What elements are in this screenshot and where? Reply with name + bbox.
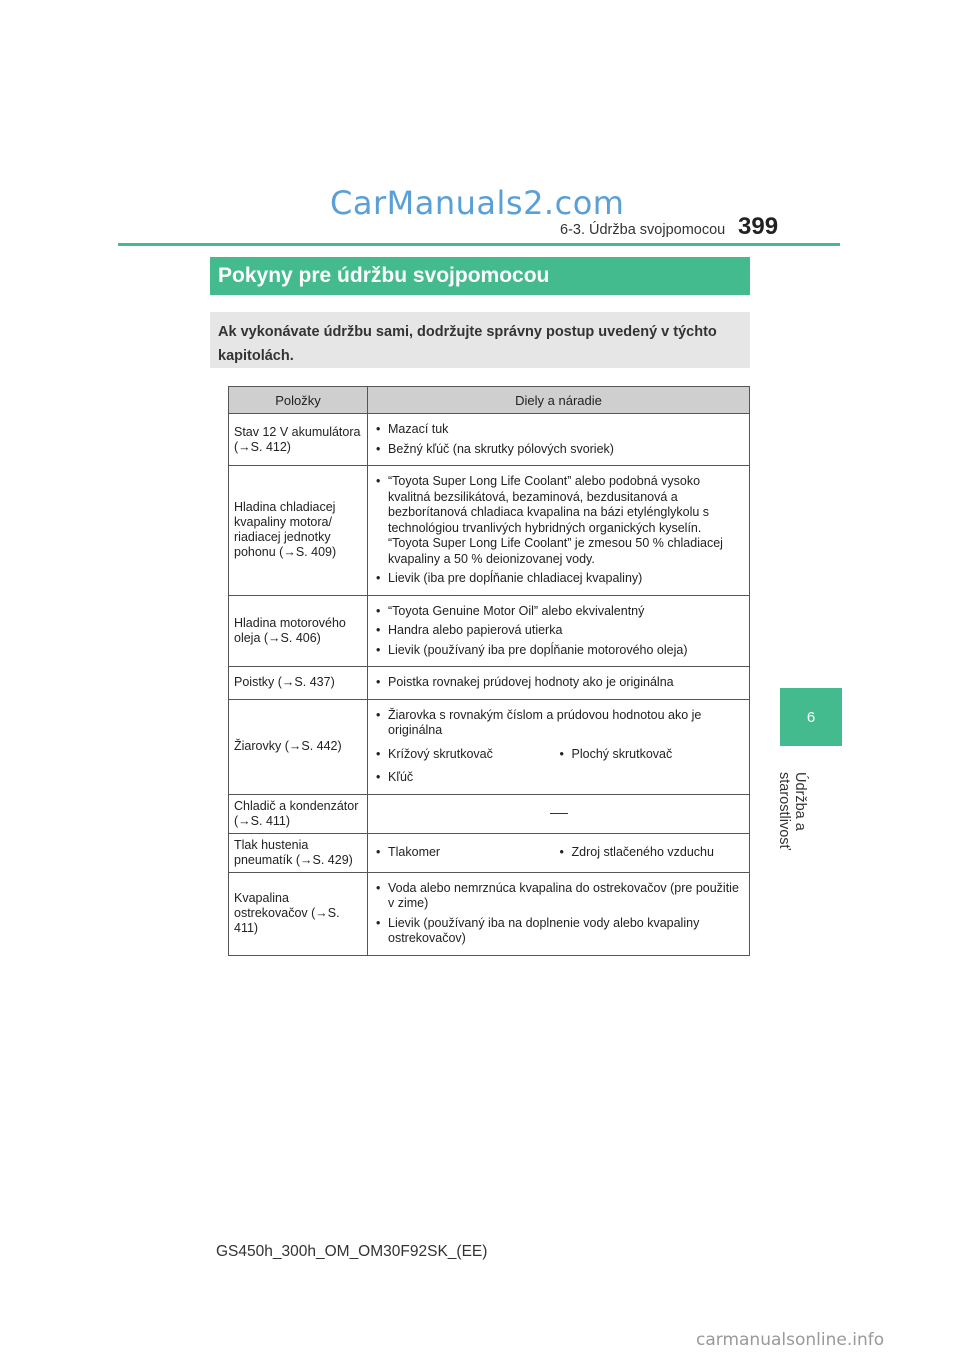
header-tools: Diely a náradie — [368, 387, 750, 414]
tool-item: • “Toyota Super Long Life Coolant” alebo podobná vysoko kvalitná bezsilikátová, bezaminová, bezdusitanová a bezborítanová chladiaca kvapalina na bázi etylénglykolu s technológiou trvanlivých hybridných organických kyselín. “Toyota Super Long Life Coolant” je zmesou 50 % chladiacej kvapaliny a 50 % deionizovanej vody. — [376, 474, 743, 567]
row-item: Poistky (→S. 437) — [229, 667, 368, 700]
table-row — [229, 872, 750, 955]
tool-item: • Mazací tuk — [376, 422, 743, 438]
table-row — [229, 595, 750, 667]
table-header-row — [229, 387, 750, 414]
tool-item: • Bežný kľúč (na skrutky pólových svoriek) — [376, 442, 743, 458]
table-row — [229, 667, 750, 700]
tool-item: • Poistka rovnakej prúdovej hodnoty ako je originálna — [376, 675, 743, 691]
tool-item: • Handra alebo papierová utierka — [376, 623, 743, 639]
chapter-number: 6 — [806, 708, 816, 726]
page-title-text: Pokyny pre údržbu svojpomocou — [218, 264, 550, 287]
section-title: 6-3. Údržba svojpomocou — [560, 222, 726, 238]
page-number: 399 — [738, 213, 779, 240]
row-item: Stav 12 V akumulátora (→S. 412) — [229, 414, 368, 466]
intro-box — [210, 312, 750, 368]
page-title — [210, 257, 750, 295]
maintenance-table — [228, 386, 750, 956]
tool-item: • Plochý skrutkovač — [560, 747, 744, 763]
empty-dash — [550, 813, 568, 814]
row-item: Kvapalina ostrekovačov (→S. 411) — [229, 872, 368, 955]
row-item: Žiarovky (→S. 442) — [229, 699, 368, 794]
table-row — [229, 414, 750, 466]
table-row — [229, 833, 750, 872]
tool-item: • Krížový skrutkovač — [376, 747, 560, 763]
row-item: Chladič a kondenzátor (→S. 411) — [229, 794, 368, 833]
tool-item: • Voda alebo nemrznúca kvapalina do ostrekovačov (pre použitie v zime) — [376, 881, 743, 912]
row-tools — [368, 833, 750, 872]
header-items: Položky — [229, 387, 368, 414]
chapter-tab — [780, 688, 842, 746]
row-tools-empty — [368, 794, 750, 833]
tool-item: • Lievik (používaný iba pre dopĺňanie motorového oleja) — [376, 643, 743, 659]
tool-pair — [376, 743, 743, 767]
tool-item: • Kľúč — [376, 770, 743, 786]
table-row — [229, 466, 750, 596]
table-row — [229, 699, 750, 794]
tool-item: • Lievik (používaný iba na doplnenie vody alebo kvapaliny ostrekovačov) — [376, 916, 743, 947]
intro-text: Ak vykonávate údržbu sami, dodržujte správny postup uvedený v týchto kapitolách. — [218, 324, 717, 364]
row-tools — [368, 872, 750, 955]
row-item: Hladina motorového oleja (→S. 406) — [229, 595, 368, 667]
row-tools — [368, 414, 750, 466]
tool-item: • Zdroj stlačeného vzduchu — [560, 845, 744, 861]
row-item: Hladina chladiacej kvapaliny motora/ riadiacej jednotky pohonu (→S. 409) — [229, 466, 368, 596]
row-tools — [368, 595, 750, 667]
row-item: Tlak hustenia pneumatík (→S. 429) — [229, 833, 368, 872]
row-tools — [368, 667, 750, 700]
row-tools — [368, 699, 750, 794]
table-row — [229, 794, 750, 833]
row-tools — [368, 466, 750, 596]
tool-item: • “Toyota Genuine Motor Oil” alebo ekvivalentný — [376, 604, 743, 620]
watermark-carmanualsonline: carmanualsonline.info — [696, 1330, 885, 1350]
document-code: GS450h_300h_OM_OM30F92SK_(EE) — [216, 1243, 488, 1260]
tool-item: • Tlakomer — [376, 845, 560, 861]
header-rule — [118, 243, 840, 246]
watermark-carmanuals: CarManuals2.com — [330, 184, 625, 222]
tool-item: • Žiarovka s rovnakým číslom a prúdovou hodnotou ako je originálna — [376, 708, 743, 739]
chapter-label: Údržba a starostlivosť — [776, 772, 808, 850]
tool-item: • Lievik (iba pre dopĺňanie chladiacej kvapaliny) — [376, 571, 743, 587]
